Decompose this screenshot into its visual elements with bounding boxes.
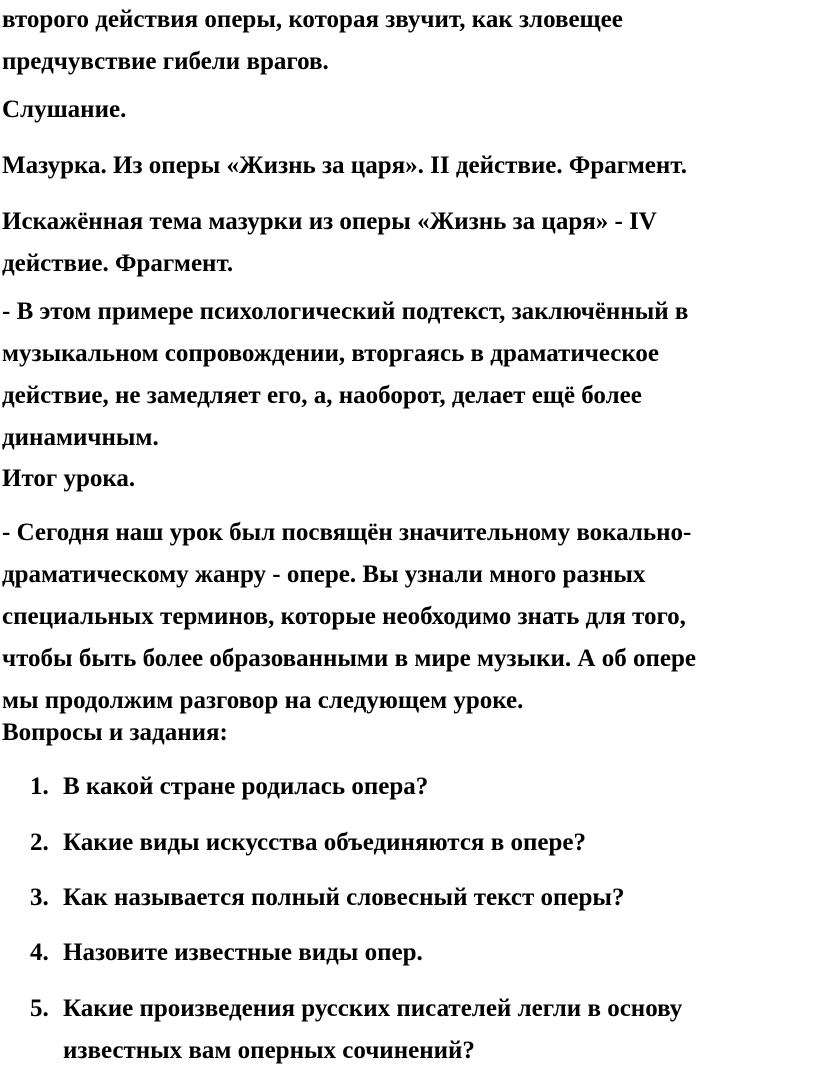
text-line: музыкальном сопровождении, вторгаясь в драматическое [2, 340, 660, 367]
text-line: известных вам оперных сочинений? [63, 1037, 475, 1064]
question-text [63, 877, 624, 919]
text-line: действие, не замедляет его, а, наоборот, делает ещё более [2, 382, 642, 409]
paragraph-subtext [2, 291, 802, 459]
heading-listening [2, 89, 802, 131]
text-line: динамичным. [2, 424, 159, 451]
question-text [63, 766, 428, 808]
text-line: действие. Фрагмент. [2, 250, 234, 277]
text-line: Мазурка. Из оперы «Жизнь за царя». II действие. Фрагмент. [2, 152, 687, 179]
paragraph-distorted-theme [2, 201, 802, 285]
question-number: 1. [30, 773, 49, 800]
heading-lesson-summary [2, 458, 802, 500]
text-line: Назовите известные виды опер. [63, 939, 423, 966]
text-line: Как называется полный словесный текст оперы? [63, 884, 625, 911]
question-number: 5. [30, 995, 49, 1022]
text-line: Слушание. [2, 96, 127, 123]
text-line: специальных терминов, которые необходимо знать для того, [2, 603, 686, 630]
text-line: - Сегодня наш урок был посвящён значительному вокально- [2, 519, 692, 546]
question-number: 2. [30, 829, 49, 856]
text-line: - В этом примере психологический подтекст, заключённый в [2, 298, 689, 325]
text-line: Вопросы и задания: [2, 719, 228, 746]
paragraph-mazurka [2, 145, 802, 187]
text-line: чтобы быть более образованными в мире музыки. А об опере [2, 645, 696, 672]
text-line: мы продолжим разговор на следующем уроке. [2, 687, 524, 714]
question-number: 4. [30, 939, 49, 966]
text-line: второго действия оперы, которая звучит, как зловещее [2, 6, 623, 33]
question-text [63, 988, 682, 1072]
text-line: Итог урока. [2, 465, 136, 492]
text-line: предчувствие гибели врагов. [2, 48, 329, 75]
text-line: Какие произведения русских писателей легли в основу [63, 995, 683, 1022]
text-line: В какой стране родилась опера? [63, 773, 429, 800]
text-line: драматическому жанру - опере. Вы узнали много разных [2, 561, 646, 588]
paragraph-summary [2, 512, 802, 722]
question-text [63, 822, 586, 864]
text-line: Какие виды искусства объединяются в опере? [63, 829, 586, 856]
heading-questions [2, 712, 802, 754]
paragraph-intro-continuation [2, 0, 802, 83]
text-line: Искажённая тема мазурки из оперы «Жизнь за царя» - IV [2, 208, 657, 235]
question-number: 3. [30, 884, 49, 911]
question-text [63, 932, 423, 974]
